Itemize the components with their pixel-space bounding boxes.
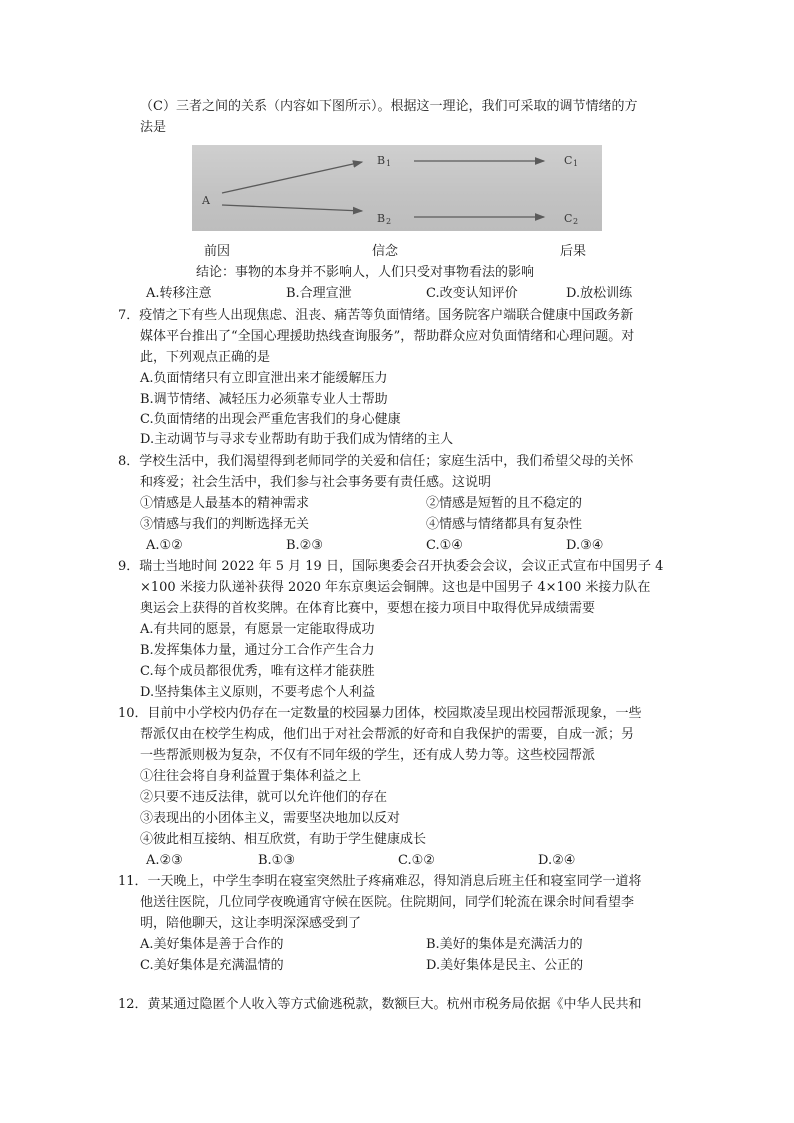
q9-option-a: A.有共同的愿景，有愿景一定能取得成功 (140, 622, 375, 637)
q11-stem-line-3: 明，陪他聊天，这让李明深深感受到了 (140, 916, 362, 931)
q10-stem-line-1: 10．目前中小学校内仍存在一定数量的校园暴力团体，校园欺凌呈现出校园帮派现象，一些 (118, 706, 642, 721)
q7-stem-line-1: 7．疫情之下有些人出现焦虑、沮丧、痛苦等负面情绪。国务院客户端联合健康中国政务新 (118, 308, 634, 323)
q8-option-b: B.②③ (286, 538, 323, 553)
q8-option-d: D.③④ (566, 538, 604, 553)
q10-item-2: ②只要不违反法律，就可以允许他们的存在 (140, 790, 388, 805)
q6-conclusion: 结论：事物的本身并不影响人，人们只受对事物看法的影响 (196, 265, 535, 280)
q9-option-b: B.发挥集体力量，通过分工合作产生合力 (140, 643, 375, 658)
arrow-a-to-b1 (222, 162, 362, 193)
label-belief: 信念 (372, 244, 399, 259)
q9-option-d: D.坚持集体主义原则，不要考虑个人利益 (140, 685, 376, 700)
q11-option-b: B.美好的集体是充满活力的 (426, 937, 583, 952)
q8-item-3: ③情感与我们的判断选择无关 (140, 517, 310, 532)
diagram-label-b2: B (377, 212, 386, 225)
q7-option-c: C.负面情绪的出现会严重危害我们的身心健康 (140, 412, 401, 427)
diagram-sub-b2: 2 (386, 217, 392, 226)
q9-option-c: C.每个成员都很优秀，唯有这样才能获胜 (140, 664, 375, 679)
q12-stem-line-1: 12．黄某通过隐匿个人收入等方式偷逃税款，数额巨大。杭州市税务局依据《中华人民共和 (118, 997, 642, 1012)
q6-option-c: C.改变认知评价 (426, 286, 518, 301)
q8-item-2: ②情感是短暂的且不稳定的 (426, 496, 583, 511)
q6-option-a: A.转移注意 (146, 286, 212, 301)
label-result: 后果 (560, 244, 587, 259)
label-cause: 前因 (204, 244, 231, 259)
q11-option-d: D.美好集体是民主、公正的 (426, 958, 584, 973)
q11-option-c: C.美好集体是充满温情的 (140, 958, 284, 973)
q10-item-4: ④彼此相互接纳、相互欣赏，有助于学生健康成长 (140, 832, 427, 847)
q10-option-a: A.②③ (146, 853, 183, 868)
diagram-label-c2: C (564, 212, 573, 225)
q7-stem-line-2: 媒体平台推出了“全国心理援助热线查询服务”，帮助群众应对负面情绪和心理问题。对 (140, 329, 635, 344)
q10-option-d: D.②④ (538, 853, 576, 868)
q11-stem-line-2: 他送往医院，几位同学夜晚通宵守候在医院。住院期间，同学们轮流在课余时间看望李 (140, 895, 635, 910)
q9-stem-line-2: ×100 米接力队递补获得 2020 年东京奥运会铜牌。这也是中国男子 4×100 米接力队在 (140, 580, 651, 595)
q8-stem-line-1: 8．学校生活中，我们渴望得到老师同学的关爱和信任；家庭生活中，我们希望父母的关怀 (118, 454, 634, 469)
diagram-label-c1: C (564, 154, 573, 167)
q6-option-b: B.合理宣泄 (286, 286, 352, 301)
q9-stem-line-1: 9．瑞士当地时间 2022 年 5 月 19 日，国际奥委会召开执委会会议，会议正式宣布中国男子 4 (118, 559, 664, 574)
q10-item-3: ③表现出的小团体主义，需要坚决地加以反对 (140, 811, 401, 826)
abc-diagram-svg (192, 145, 602, 231)
diagram-label-b1: B (377, 154, 386, 167)
q8-option-c: C.①④ (426, 538, 463, 553)
q6-text-line-1: （C）三者之间的关系（内容如下图所示）。根据这一理论，我们可采取的调节情绪的方 (140, 99, 638, 114)
q6-option-d: D.放松训练 (566, 286, 633, 301)
diagram-sub-c1: 1 (573, 159, 579, 168)
q8-stem-line-2: 和疼爱；社会生活中，我们参与社会事务要有责任感。这说明 (140, 475, 492, 490)
q11-option-a: A.美好集体是善于合作的 (140, 937, 284, 952)
q7-option-b: B.调节情绪、减轻压力必须靠专业人士帮助 (140, 392, 388, 407)
q10-option-b: B.①③ (258, 853, 295, 868)
q8-item-1: ①情感是人最基本的精神需求 (140, 496, 310, 511)
q10-item-1: ①往往会将自身利益置于集体利益之上 (140, 769, 362, 784)
q10-stem-line-2: 帮派仅由在校学生构成，他们出于对社会帮派的好奇和自我保护的需要，自成一派；另 (140, 727, 635, 742)
diagram-sub-c2: 2 (573, 217, 579, 226)
q11-stem-line-1: 11．一天晚上，中学生李明在寝室突然肚子疼痛难忍，得知消息后班主任和寝室同学一道将 (118, 874, 642, 889)
q7-stem-line-3: 此，下列观点正确的是 (140, 350, 271, 365)
diagram-label-a: A (202, 194, 210, 207)
arrow-a-to-b2 (222, 205, 362, 211)
q10-option-c: C.①② (398, 853, 435, 868)
q10-stem-line-3: 一些帮派则极为复杂，不仅有不同年级的学生，还有成人势力等。这些校园帮派 (140, 748, 596, 763)
q8-item-4: ④情感与情绪都具有复杂性 (426, 517, 583, 532)
q6-text-line-2: 法是 (140, 120, 167, 135)
abc-theory-diagram (192, 145, 602, 231)
q7-option-a: A.负面情绪只有立即宣泄出来才能缓解压力 (140, 371, 388, 386)
q8-option-a: A.①② (146, 538, 183, 553)
q7-option-d: D.主动调节与寻求专业帮助有助于我们成为情绪的主人 (140, 432, 454, 447)
q9-stem-line-3: 奥运会上获得的首枚奖牌。在体育比赛中，要想在接力项目中取得优异成绩需要 (140, 601, 596, 616)
diagram-sub-b1: 1 (386, 159, 392, 168)
